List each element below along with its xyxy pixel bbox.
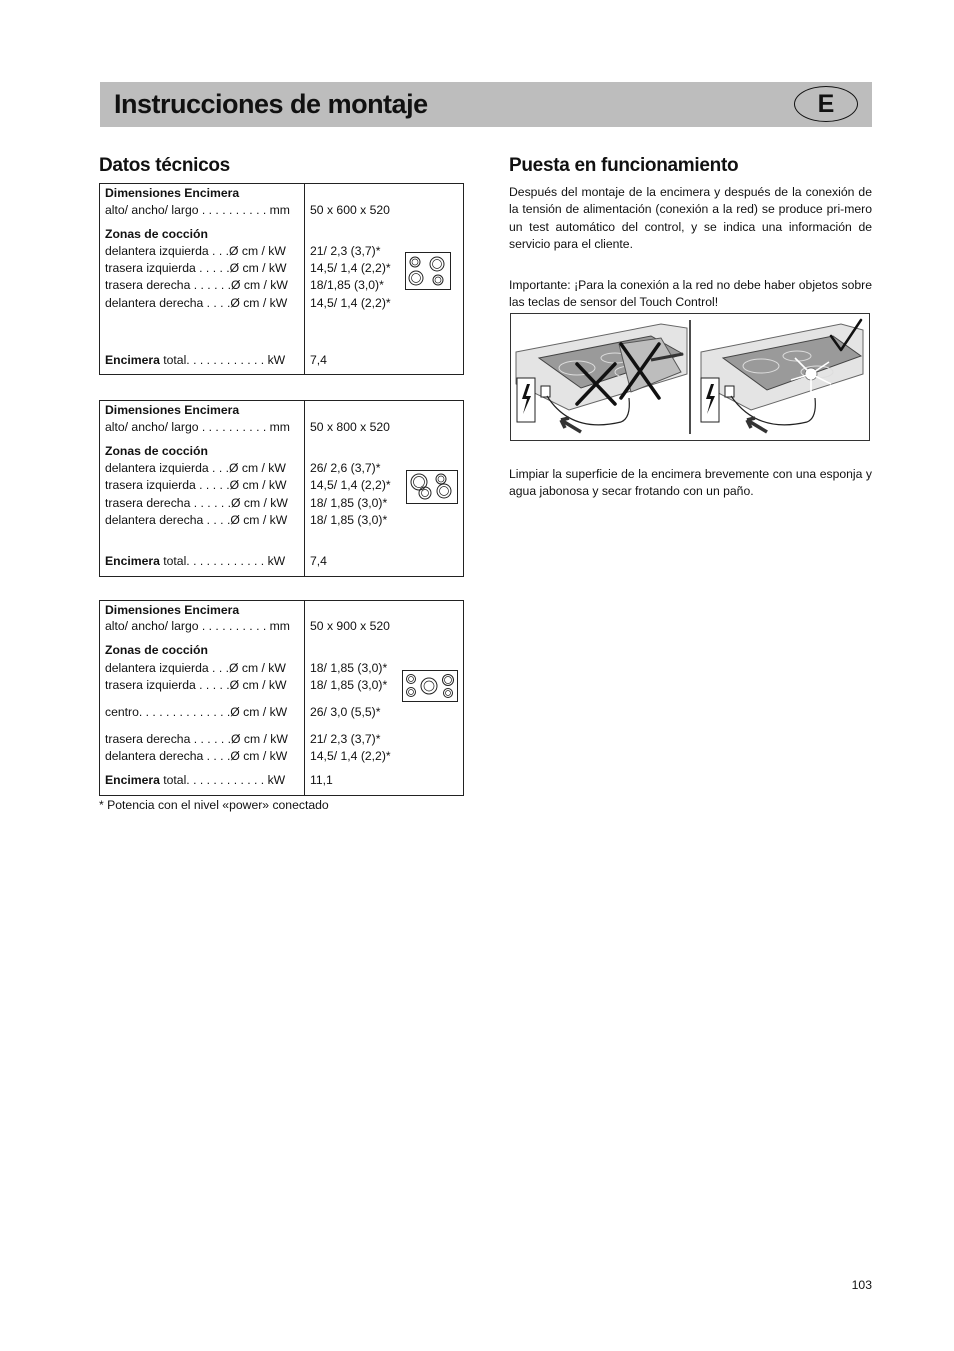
spec-table-80cm (99, 400, 464, 577)
zone-row: delantera derecha . . . .Ø cm / kW 14,5/ 1,4 (2,2)* (105, 296, 391, 310)
zone-row: trasera izquierda . . . . .Ø cm / kW 14,5/ 1,4 (2,2)* (105, 478, 391, 492)
dimensions-row: alto/ ancho/ largo . . . . . . . . . . mm 50 x 600 x 520 (105, 203, 390, 217)
cleaning-paragraph: Limpiar la superficie de la encimera brevemente con una esponja y agua jabonosa y secar frotando con un paño. (509, 467, 872, 499)
zone-row: delantera izquierda . . .Ø cm / kW 26/ 2,6 (3,7)* (105, 461, 381, 475)
spec-table-90cm (99, 600, 464, 796)
zone-row: trasera derecha . . . . . .Ø cm / kW 18/ 1,85 (3,0)* (105, 496, 388, 510)
dimensions-row: alto/ ancho/ largo . . . . . . . . . . mm 50 x 800 x 520 (105, 420, 390, 434)
important-paragraph: Importante: ¡Para la conexión a la red no debe haber objetos sobre las teclas de sensor del Touch Control! (509, 278, 872, 310)
language-badge: E (794, 86, 858, 122)
total-row: Encimera total. . . . . . . . . . . . kW 7,4 (105, 353, 327, 367)
total-row: Encimera total. . . . . . . . . . . . kW 7,4 (105, 554, 327, 568)
dimensions-heading: Dimensiones Encimera (105, 603, 240, 617)
zone-row: delantera izquierda . . .Ø cm / kW 18/ 1,85 (3,0)* (105, 661, 388, 675)
hob-layout-icon (402, 670, 458, 702)
section-heading-startup: Puesta en funcionamiento (509, 155, 739, 176)
section-heading-technical-data: Datos técnicos (99, 155, 230, 176)
total-row: Encimera total. . . . . . . . . . . . kW 11,1 (105, 773, 333, 787)
zones-heading: Zonas de cocción (105, 444, 208, 458)
zones-heading: Zonas de cocción (105, 227, 208, 241)
zone-row: centro. . . . . . . . . . . . . .Ø cm / kW 26/ 3,0 (5,5)* (105, 705, 381, 719)
zone-row: trasera derecha . . . . . .Ø cm / kW 18/1,85 (3,0)* (105, 278, 384, 292)
zone-row: trasera izquierda . . . . .Ø cm / kW 14,5/ 1,4 (2,2)* (105, 261, 391, 275)
zones-heading: Zonas de cocción (105, 643, 208, 657)
hob-with-objects-drawing (516, 324, 687, 432)
hob-layout-icon (406, 470, 458, 504)
page-number: 103 (851, 1278, 872, 1292)
spec-table-60cm (99, 183, 464, 375)
dimensions-heading: Dimensiones Encimera (105, 186, 240, 200)
zone-row: trasera izquierda . . . . .Ø cm / kW 18/ 1,85 (3,0)* (105, 678, 388, 692)
dimensions-row: alto/ ancho/ largo . . . . . . . . . . mm 50 x 900 x 520 (105, 619, 390, 633)
footnote: * Potencia con el nivel «power» conectado (99, 798, 329, 812)
clean-hob-drawing (701, 320, 863, 432)
page-header (100, 82, 872, 127)
zone-row: delantera derecha . . . .Ø cm / kW 18/ 1,85 (3,0)* (105, 513, 388, 527)
startup-paragraph: Después del montaje de la encimera y después de la conexión de la tensión de alimentación (conexión a la red) se produce pri-mero un test automático del control, y se indica una información de servicio para el cliente. (509, 185, 872, 252)
zone-row: delantera derecha . . . .Ø cm / kW 14,5/ 1,4 (2,2)* (105, 749, 391, 763)
zone-row: trasera derecha . . . . . .Ø cm / kW 21/ 2,3 (3,7)* (105, 732, 381, 746)
hob-layout-icon (405, 252, 451, 290)
dimensions-heading: Dimensiones Encimera (105, 403, 240, 417)
zone-row: delantera izquierda . . .Ø cm / kW 21/ 2,3 (3,7)* (105, 244, 381, 258)
page-title: Instrucciones de montaje (114, 89, 428, 119)
touch-control-illustration (510, 313, 870, 441)
